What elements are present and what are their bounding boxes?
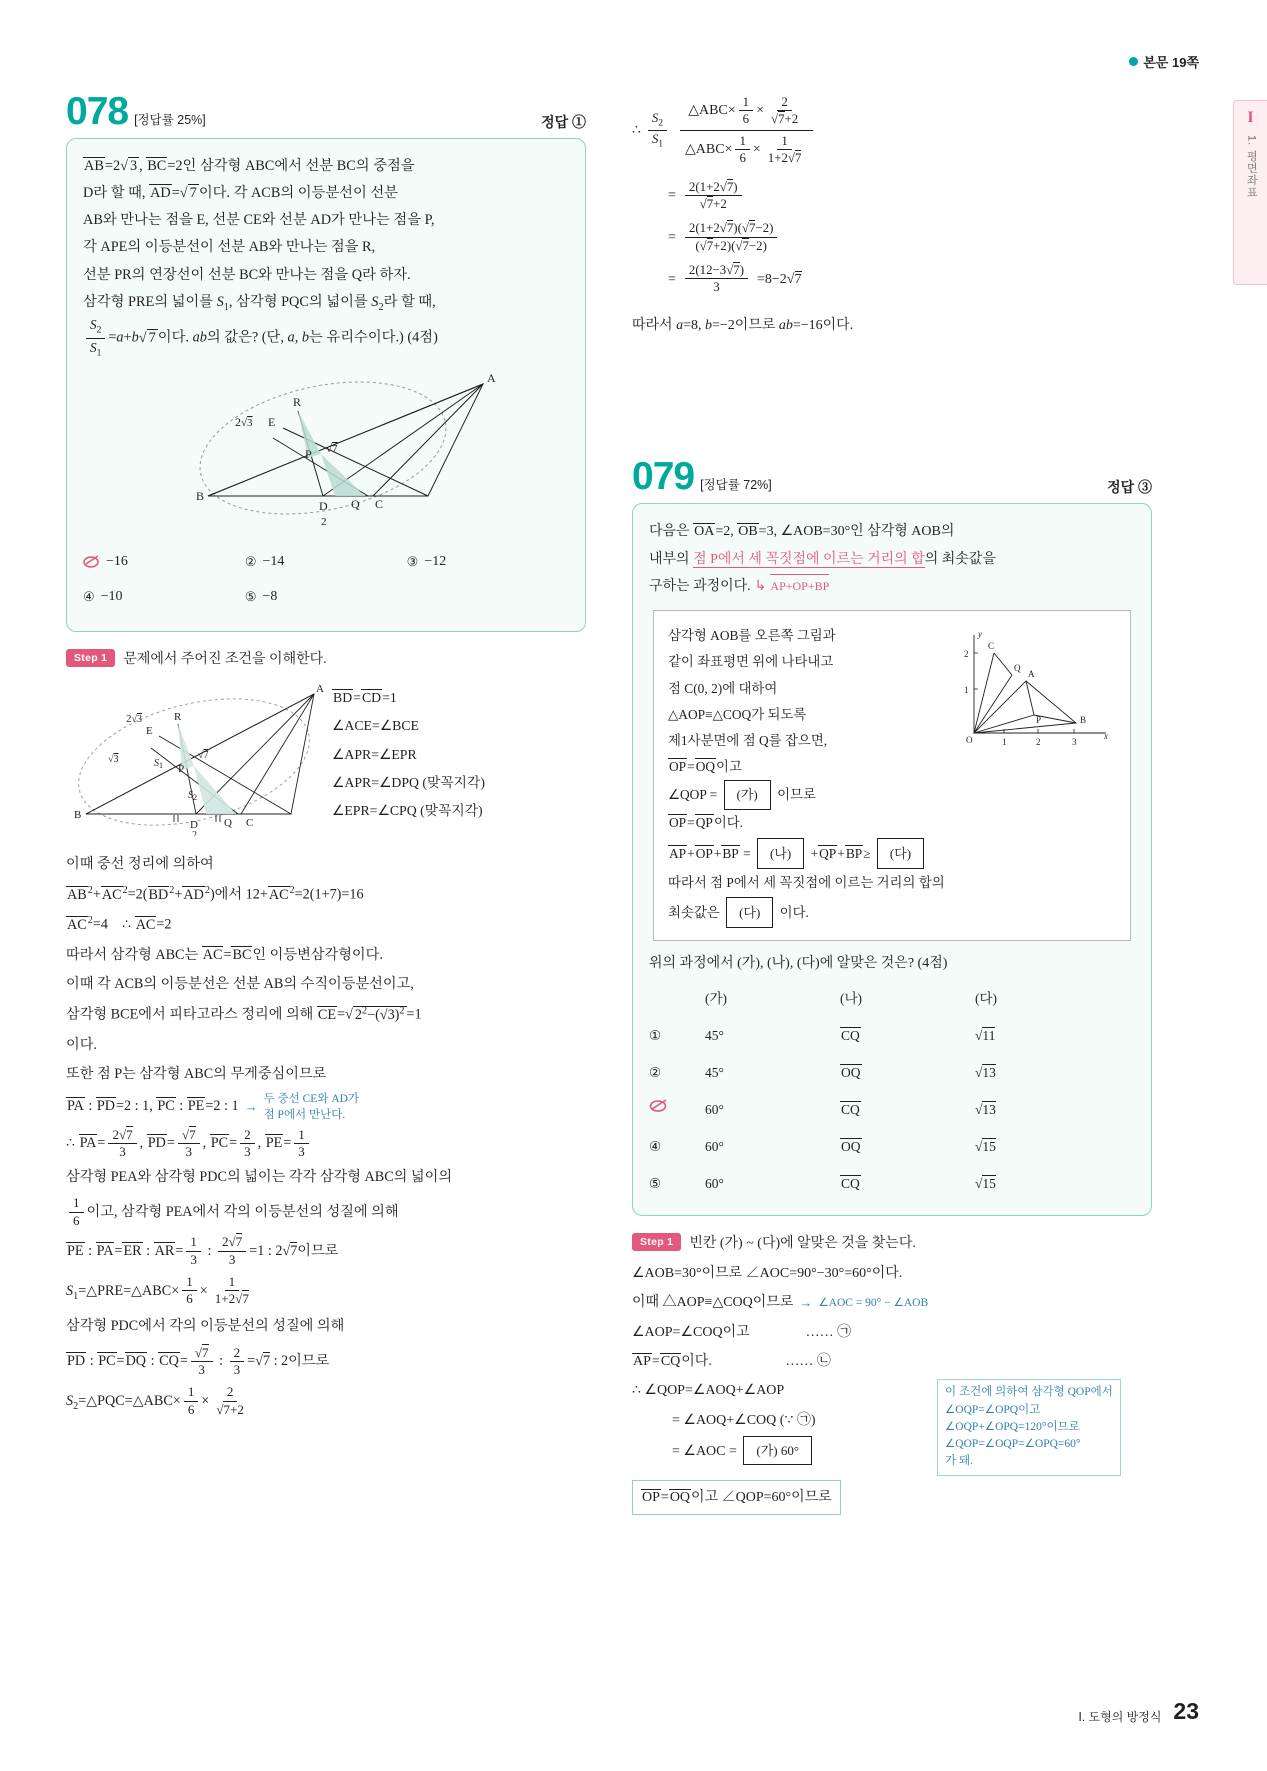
- svg-text:2√3: 2√3: [126, 713, 142, 726]
- condition-5: ∠EPR=∠CPQ (맞꼭지각): [332, 803, 483, 819]
- deriv-line-2: = $\frac{2(1+2√7)}{√7+2}$: [632, 179, 1152, 213]
- page-reference-label: 본문 19쪽: [1143, 55, 1199, 70]
- inner-line-7: ∠QOP = (가) 이므로: [668, 780, 948, 809]
- header-na: (나): [840, 991, 863, 1007]
- condition-4: ∠APR=∠DPQ (맞꼭지각): [332, 775, 485, 791]
- sol-line-3: $AC^2=4$ ∴ AC=2: [67, 915, 172, 934]
- header-da: (다): [975, 991, 998, 1007]
- row-5-da: √15: [975, 1176, 996, 1192]
- p079-sol-3: ∠AOP=∠COQ이고 …… ㉠: [632, 1324, 852, 1340]
- inner-line-6: OP=OQ이고: [669, 759, 742, 775]
- choice-3-number: ③: [406, 554, 419, 570]
- row-2-na: OQ: [841, 1065, 861, 1081]
- q079-line-3: 구하는 과정이다. ↳ AP+OP+BP: [649, 573, 1135, 600]
- svg-text:2: 2: [321, 515, 327, 526]
- problem-079-graph: [956, 623, 1116, 835]
- q079-line-2: 내부의 점 P에서 세 꼭짓점에 이르는 거리의 합의 최솟값을: [649, 551, 996, 567]
- row-2-da: √13: [975, 1065, 996, 1081]
- row-1-ga: 45°: [705, 1028, 724, 1044]
- row-3-ga: 60°: [705, 1102, 724, 1118]
- choice-5[interactable]: [245, 584, 407, 610]
- p079-sol-5: ∴ ∠QOP=∠AOQ+∠AOP: [632, 1383, 785, 1399]
- inner-line-9: AP+OP+BP = (나) +QP+BP≥ (다): [668, 838, 1116, 869]
- row-3-na: CQ: [841, 1102, 860, 1118]
- row-3-selected-icon: [649, 1092, 705, 1129]
- svg-text:√3: √3: [108, 754, 119, 766]
- q078-line-1: AB=2√ 3 , BC=2인 삼각형 ABC에서 선분 BC의 중점을: [84, 158, 415, 174]
- q078-line-7: $\frac{S_2}{S_1}$ =a+b√ 7 이다. ab의 값은? (단, a, b는 유리수이다.) (4점): [83, 317, 569, 359]
- svg-text:√7: √7: [198, 750, 209, 762]
- row-4-da: √15: [975, 1139, 996, 1155]
- problem-078-derivation: [632, 92, 1152, 339]
- inner-line-10: 따라서 점 P에서 세 꼭짓점에 이르는 거리의 합의: [668, 874, 945, 890]
- problem-078-rate: [정답률 25%]: [134, 113, 206, 127]
- note-arrow-icon: →: [244, 1099, 258, 1115]
- note2-line-3: ∠OQP+∠OPQ=120°이므로: [945, 1420, 1080, 1433]
- sol-line-7: 이다.: [66, 1036, 97, 1053]
- sol-line-16: PD : PC=DQ : CQ= $\frac{√7}{3}$ : $\frac{2}{3}$ =√7 : 2이므로: [67, 1344, 330, 1377]
- q079-note: AP+OP+BP: [770, 574, 829, 598]
- p079-sol-4: AP=CQ이다. …… ㉡: [633, 1353, 831, 1369]
- sol-line-1: 이때 중선 정리에 의하여: [66, 856, 214, 873]
- svg-text:P: P: [1036, 715, 1042, 726]
- inner-line-11: 최솟값은 (다) 이다.: [668, 897, 1116, 928]
- row-2-ga: 45°: [705, 1065, 724, 1081]
- svg-text:A: A: [316, 683, 324, 696]
- problem-079-step1: [632, 1232, 1152, 1252]
- row-2-number: ②: [649, 1065, 662, 1081]
- bullet-icon: [1129, 57, 1138, 66]
- sol-line-4: 따라서 삼각형 ABC는 AC=BC인 이등변삼각형이다.: [66, 946, 383, 963]
- chapter-side-tab: [1233, 100, 1267, 285]
- inner-line-2: 같이 좌표평면 위에 나타내고: [668, 654, 834, 670]
- table-row[interactable]: [649, 1018, 1135, 1055]
- table-row[interactable]: [649, 1166, 1135, 1203]
- row-4-ga: 60°: [705, 1139, 724, 1155]
- inner-line-4: △AOP≡△COQ가 되도록: [668, 706, 807, 722]
- svg-text:E: E: [268, 414, 276, 429]
- svg-text:1: 1: [964, 685, 969, 696]
- sol-line-11: 삼각형 PEA와 삼각형 PDC의 넓이는 각각 삼각형 ABC의 넓이의: [66, 1168, 453, 1185]
- svg-text:S1: $S_1$: [154, 758, 163, 771]
- row-3-da: √13: [975, 1102, 996, 1118]
- table-row[interactable]: [649, 1055, 1135, 1092]
- choice-2[interactable]: [245, 549, 407, 575]
- row-1-na: CQ: [841, 1028, 860, 1044]
- blank-ga-answer: (가) 60°: [743, 1436, 812, 1465]
- blank-na-1: (나): [757, 838, 804, 869]
- note2-line-4: ∠QOP=∠OQP=∠OPQ=60°: [945, 1438, 1081, 1451]
- svg-text:E: E: [146, 725, 153, 738]
- choice-4[interactable]: [83, 584, 245, 610]
- sol-line-10: ∴ PA= $\frac{2√7}{3}$ , PD= $\frac{√7}{3}$ , PC= $\frac{2}{3}$ , PE= $\frac{1}{3}$: [66, 1125, 586, 1162]
- q078-line-5: 선분 PR의 연장선이 선분 BC와 만나는 점을 Q라 하자.: [83, 266, 411, 283]
- svg-text:C: C: [246, 817, 254, 830]
- q079-note-arrow-icon: ↳: [754, 579, 767, 595]
- choice-2-number: ②: [244, 554, 257, 570]
- problem-079-solution: [632, 1260, 1152, 1517]
- p079-sol-6: = ∠AOQ+∠COQ (∵ ㉠): [672, 1412, 816, 1428]
- left-column: [66, 92, 586, 1424]
- choice-2-text: −14: [262, 554, 285, 570]
- svg-text:R: R: [293, 394, 302, 409]
- choice-1-text: −16: [106, 554, 128, 570]
- svg-text:Q: Q: [224, 817, 232, 830]
- problem-078-answer: 정답 ①: [541, 114, 586, 130]
- row-5-ga: 60°: [705, 1176, 724, 1192]
- problem-078-header: [66, 92, 586, 138]
- sol-line-8: 또한 점 P는 삼각형 ABC의 무게중심이므로: [66, 1066, 327, 1083]
- p079-note-1: ∠AOC = 90° − ∠AOB: [818, 1296, 929, 1309]
- problem-079-answer: 정답 ③: [1107, 479, 1152, 496]
- svg-text:Q: Q: [1014, 663, 1021, 674]
- problem-079-inner-box: [653, 610, 1131, 941]
- svg-text:A: A: [487, 370, 496, 385]
- page-reference: [1129, 52, 1199, 71]
- row-1-da: √11: [975, 1028, 996, 1044]
- p079-sol-1: ∠AOB=30°이므로 ∠AOC=90°−30°=60°이다.: [632, 1266, 903, 1282]
- q079-highlight: 점 P에서 세 꼭짓점에 이르는 거리의 합: [693, 551, 925, 567]
- choice-5-text: −8: [262, 589, 278, 605]
- step1-079-badge: Step 1: [632, 1233, 681, 1251]
- choice-3[interactable]: [407, 549, 569, 575]
- footer-page-number: 23: [1173, 1698, 1199, 1724]
- q078-line-3: AB와 만나는 점을 E, 선분 CE와 선분 AD가 만나는 점을 P,: [83, 212, 435, 229]
- inner-line-8: OP=QP이다.: [669, 814, 744, 830]
- svg-text:y: y: [978, 629, 982, 640]
- svg-text:A: A: [1028, 669, 1035, 680]
- sol-line-6: 삼각형 BCE에서 피타고라스 정리에 의해 CE=√ $2^2-(√3)^2 =1$: [66, 1005, 422, 1023]
- svg-text:2: 2: [1036, 737, 1041, 748]
- problem-078-choices: [83, 549, 569, 610]
- svg-text:S2: $S_2$: [188, 790, 197, 803]
- svg-text:P: P: [305, 446, 312, 461]
- note2-line-1: 이 조건에 의하여 삼각형 QOP에서: [945, 1386, 1113, 1399]
- problem-078-number: 078: [66, 90, 129, 133]
- page-footer: [1078, 1698, 1199, 1725]
- note-line-2: 점 P에서 만난다.: [263, 1108, 346, 1121]
- row-5-number: ⑤: [649, 1176, 662, 1192]
- svg-text:B: B: [74, 809, 82, 822]
- chapter-vertical-label: 1. 평면좌표: [1245, 135, 1258, 199]
- problem-078-figure-2: [66, 676, 326, 841]
- problem-079-header: [632, 457, 1152, 503]
- deriv-line-4: = $\frac{2(12-3√7)}{3}$ =8−2√7: [668, 263, 802, 295]
- chapter-roman-numeral: I: [1247, 109, 1254, 126]
- step1-text: 문제에서 주어진 조건을 이해한다.: [123, 652, 327, 668]
- svg-text:1: 1: [1002, 737, 1007, 748]
- svg-text:B: B: [196, 488, 205, 503]
- sol-line-2: $AB^2+AC^2=2(BD^2+AD^2)$에서 $12+AC^2=2(1+7)=16$: [67, 884, 364, 903]
- table-header-row: [649, 981, 1135, 1018]
- problem-079-question-box: [632, 503, 1152, 1216]
- q079-line-1: 다음은 OA=2, OB=3, ∠AOB=30°인 삼각형 AOB의: [649, 524, 955, 540]
- svg-text:C: C: [375, 496, 384, 511]
- svg-text:P: P: [178, 763, 185, 776]
- svg-text:B: B: [1080, 715, 1087, 726]
- svg-text:2√3: 2√3: [235, 414, 253, 429]
- row-1-number: ①: [649, 1028, 662, 1044]
- inner-line-3: 점 C(0, 2)에 대하여: [668, 680, 778, 696]
- row-4-number: ④: [649, 1139, 662, 1155]
- deriv-line-1: ∴ $\frac{S_2}{S_1}$ △ABC× $\frac{1}{6}$ × $\frac{2}{√7+2}$ △ABC× $\frac{1}{6}$ × $\frac{1}{1+2√7}$: [632, 92, 1152, 169]
- problem-079-prompt: 위의 과정에서 (가), (나), (다)에 알맞은 것은? (4점): [649, 956, 948, 972]
- note2-line-5: 가 돼.: [945, 1455, 973, 1468]
- problem-078-solution: [66, 851, 586, 1421]
- table-row[interactable]: [649, 1129, 1135, 1166]
- right-column: [632, 92, 1152, 1517]
- q078-line-2: D라 할 때, AD=√ 7 이다. 각 ACB의 이등분선이 선분: [83, 185, 398, 202]
- choice-1[interactable]: [83, 549, 245, 575]
- sol-line-15: 삼각형 PDC에서 각의 이등분선의 성질에 의해: [66, 1318, 345, 1335]
- q078-line-6: 삼각형 PRE의 넓이를 $S_1$, 삼각형 PQC의 넓이를 $S_2$라 할 때,: [83, 293, 436, 313]
- problem-078-question-box: [66, 138, 586, 632]
- sol-line-17: $S_2=\triangle PQC=\triangle ABC\times$ $\frac{1}{6}$ × $\frac{2}{√7+2}$: [66, 1384, 244, 1417]
- svg-text:D: D: [319, 498, 328, 513]
- choice-4-number: ④: [83, 589, 95, 605]
- sol-line-13: PE : PA=ER : AR= $\frac{1}{3}$ : $\frac{2√7}{3}$ =1 : 2√7이므로: [67, 1234, 339, 1267]
- problem-079-number: 079: [632, 455, 695, 499]
- svg-text:Q: Q: [351, 496, 360, 511]
- p079-note-2: [937, 1379, 1121, 1475]
- choice-3-text: −12: [424, 554, 447, 570]
- sol-line-12: $\frac{1}{6}$ 이고, 삼각형 PEA에서 각의 이등분선의 성질에 의해: [66, 1194, 586, 1231]
- p079-sol-8: OP=OQ이고 ∠QOP=60°이므로: [632, 1480, 841, 1515]
- sol-line-5: 이때 각 ACB의 이등분선은 선분 AB의 수직이등분선이고,: [66, 976, 414, 993]
- p079-sol-2: 이때 △AOP≡△COQ이므로 → ∠AOC = 90° − ∠AOB: [632, 1289, 1152, 1316]
- inner-line-1: 삼각형 AOB를 오른쪽 그림과: [668, 628, 836, 644]
- condition-3: ∠APR=∠EPR: [332, 746, 417, 762]
- blank-ga-1: (가): [724, 780, 771, 809]
- problem-078-step1-content: [66, 676, 586, 841]
- choice-5-number: ⑤: [244, 589, 257, 605]
- note2-line-2: ∠OQP=∠OPQ이고: [945, 1403, 1041, 1416]
- table-row[interactable]: [649, 1092, 1135, 1129]
- problem-079-rate: [정답률 72%]: [700, 478, 772, 493]
- blank-da-2: (다): [726, 897, 773, 928]
- p079-sol-7: = ∠AOC = (가) 60°: [632, 1436, 929, 1465]
- svg-text:2: 2: [964, 649, 969, 660]
- svg-text:R: R: [174, 711, 182, 724]
- header-ga: (가): [705, 991, 728, 1007]
- selected-answer-icon: [83, 555, 100, 570]
- inner-line-5: 제1사분면에 점 Q를 잡으면,: [668, 732, 828, 748]
- condition-2: ∠ACE=∠BCE: [332, 718, 419, 734]
- svg-text:x: x: [1104, 731, 1108, 742]
- deriv-conclusion: 따라서 a=8, b=−2이므로 ab=−16이다.: [632, 318, 854, 334]
- q078-line-4: 각 APE의 이등분선이 선분 AB와 만나는 점을 R,: [83, 239, 376, 256]
- condition-1: BD=CD=1: [333, 690, 397, 706]
- row-4-na: OQ: [841, 1139, 861, 1155]
- sol-line-14: $S_1=\triangle PRE=\triangle ABC\times$ $\frac{1}{6}$ × $\frac{1}{1+2√7}$: [66, 1274, 249, 1307]
- step1-079-text: 빈칸 (가) ~ (다)에 알맞은 것을 찾는다.: [689, 1236, 916, 1252]
- svg-text:O: O: [966, 735, 973, 746]
- svg-text:3: 3: [1072, 737, 1077, 748]
- choice-4-text: −10: [100, 589, 123, 605]
- row-5-na: CQ: [841, 1176, 860, 1192]
- svg-text:√7: √7: [326, 442, 338, 455]
- footer-chapter: Ⅰ. 도형의 방정식: [1078, 1710, 1162, 1724]
- svg-text:D: D: [190, 819, 198, 832]
- problem-078-figure: [83, 366, 569, 536]
- problem-078-conditions: [332, 676, 485, 825]
- problem-078-step1: [66, 648, 586, 668]
- problem-079-option-table: [649, 981, 1135, 1203]
- svg-text:2: 2: [192, 830, 197, 837]
- blank-da-1: (다): [877, 838, 924, 869]
- svg-text:C: C: [988, 641, 995, 652]
- note-line-1: 두 중선 CE와 AD가: [263, 1092, 360, 1105]
- step1-badge: Step 1: [66, 649, 115, 667]
- note1-arrow-icon: →: [799, 1295, 813, 1311]
- sol-line-9: PA : PD=2 : 1, PC : PE=2 : 1 → 두 중선 CE와 AD가 점 P에서 만난다.: [67, 1092, 360, 1121]
- deriv-line-3: = $\frac{2(1+2√7)(√7-2)}{(√7+2)(√7-2)}$: [632, 220, 1152, 254]
